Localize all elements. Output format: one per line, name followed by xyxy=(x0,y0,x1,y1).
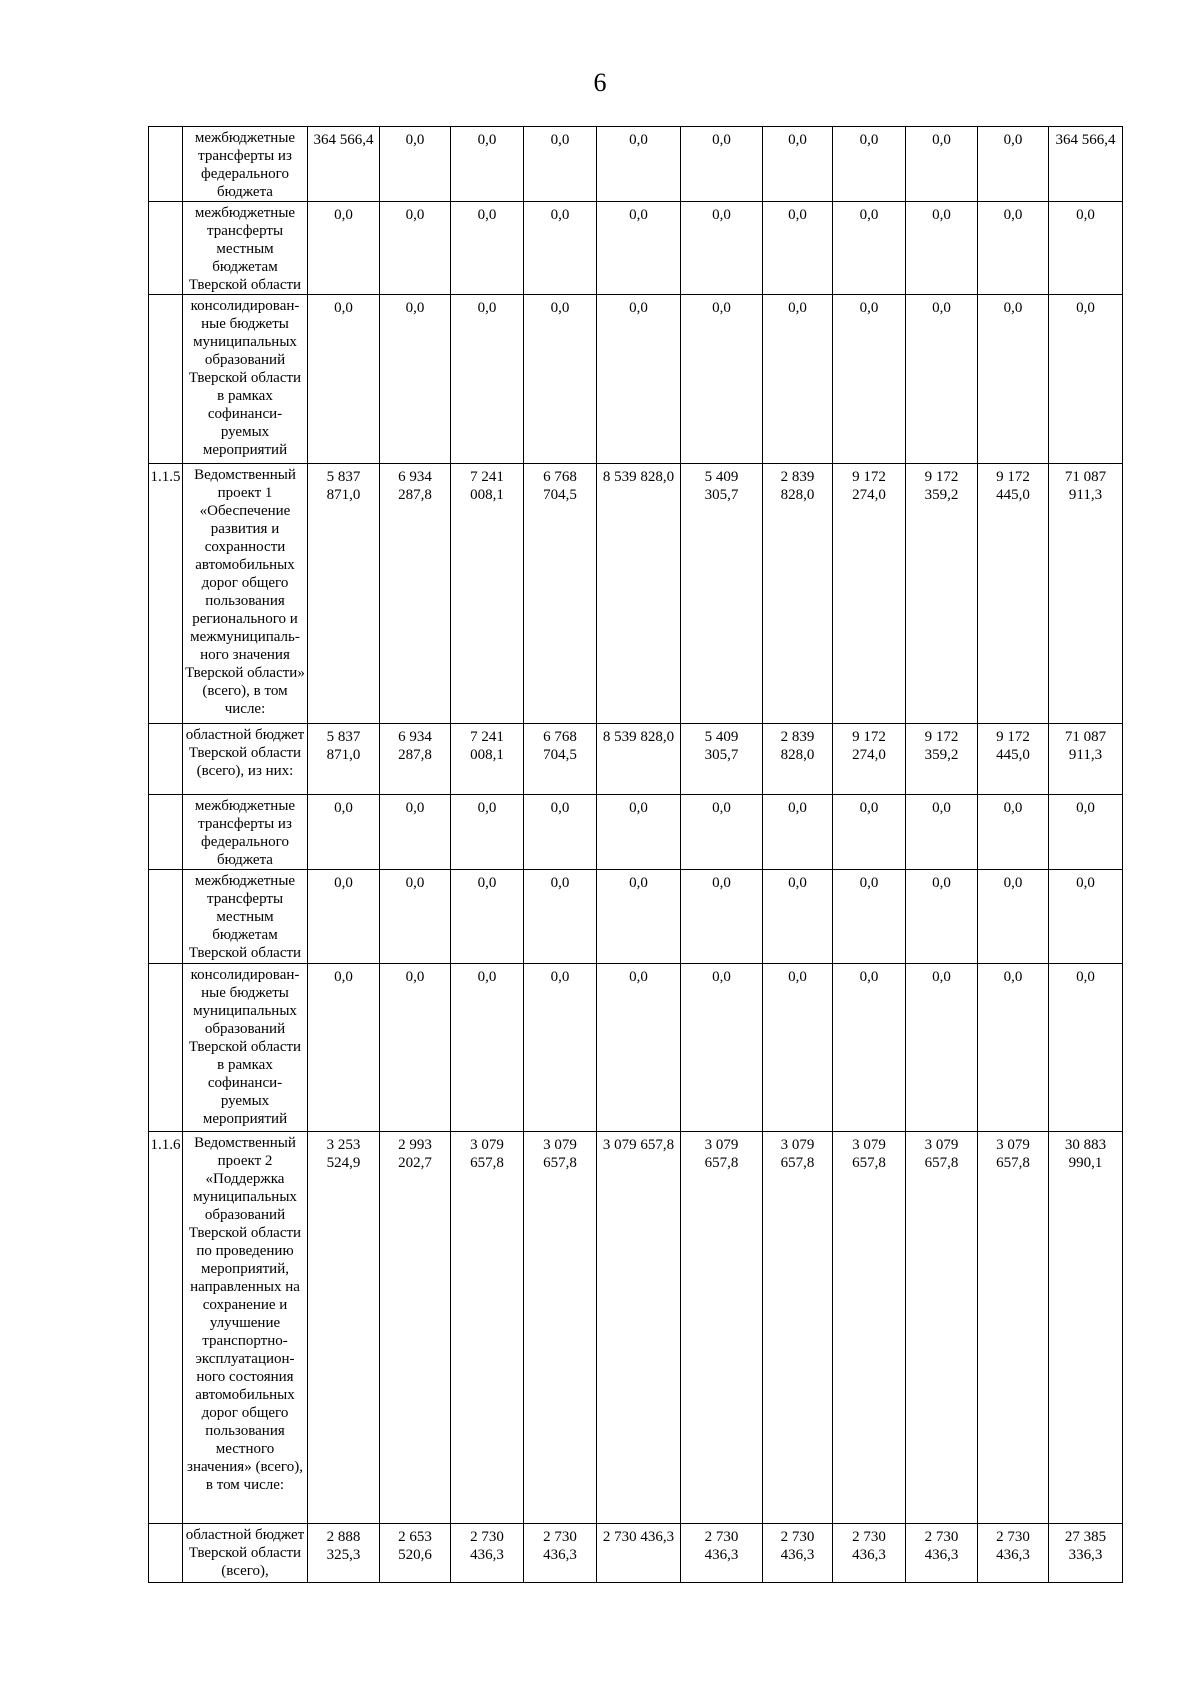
value-cell: 0,0 xyxy=(681,202,763,295)
value-cell: 0,0 xyxy=(524,127,597,202)
value-cell: 6 934 287,8 xyxy=(380,464,451,724)
value-cell: 0,0 xyxy=(451,295,524,464)
value-cell: 6 768 704,5 xyxy=(524,724,597,795)
value-cell: 5 837 871,0 xyxy=(308,724,380,795)
table-row xyxy=(149,964,1123,1132)
row-code-cell xyxy=(149,870,183,964)
value-cell: 0,0 xyxy=(597,964,681,1132)
value-cell: 0,0 xyxy=(833,795,906,870)
value-cell: 0,0 xyxy=(906,870,978,964)
value-cell: 0,0 xyxy=(597,795,681,870)
value-cell: 0,0 xyxy=(681,295,763,464)
value-cell: 0,0 xyxy=(833,964,906,1132)
value-cell: 8 539 828,0 xyxy=(597,464,681,724)
value-cell: 0,0 xyxy=(380,202,451,295)
value-cell: 3 079 657,8 xyxy=(978,1132,1049,1524)
value-cell: 0,0 xyxy=(451,127,524,202)
value-cell: 2 730 436,3 xyxy=(451,1524,524,1583)
value-cell: 0,0 xyxy=(978,870,1049,964)
value-cell: 0,0 xyxy=(597,202,681,295)
value-cell: 0,0 xyxy=(380,127,451,202)
table-row xyxy=(149,1132,1123,1524)
row-code-cell xyxy=(149,127,183,202)
value-cell: 0,0 xyxy=(524,795,597,870)
value-cell: 9 172 274,0 xyxy=(833,464,906,724)
value-cell: 0,0 xyxy=(451,795,524,870)
value-cell: 9 172 445,0 xyxy=(978,724,1049,795)
value-cell: 0,0 xyxy=(308,870,380,964)
value-cell: 0,0 xyxy=(380,964,451,1132)
value-cell: 0,0 xyxy=(1049,202,1123,295)
value-cell: 0,0 xyxy=(763,202,833,295)
value-cell: 0,0 xyxy=(978,964,1049,1132)
budget-table xyxy=(148,126,1123,1583)
value-cell: 3 079 657,8 xyxy=(833,1132,906,1524)
row-code-cell xyxy=(149,1524,183,1583)
value-cell: 0,0 xyxy=(906,295,978,464)
value-cell: 0,0 xyxy=(451,202,524,295)
value-cell: 0,0 xyxy=(681,127,763,202)
value-cell: 0,0 xyxy=(308,295,380,464)
value-cell: 0,0 xyxy=(978,795,1049,870)
value-cell: 71 087 911,3 xyxy=(1049,464,1123,724)
value-cell: 9 172 445,0 xyxy=(978,464,1049,724)
table-row xyxy=(149,295,1123,464)
row-code-cell xyxy=(149,295,183,464)
value-cell: 0,0 xyxy=(1049,964,1123,1132)
table-row xyxy=(149,870,1123,964)
value-cell: 9 172 359,2 xyxy=(906,724,978,795)
value-cell: 0,0 xyxy=(451,964,524,1132)
value-cell: 0,0 xyxy=(681,870,763,964)
value-cell: 9 172 274,0 xyxy=(833,724,906,795)
value-cell: 3 079 657,8 xyxy=(597,1132,681,1524)
value-cell: 0,0 xyxy=(906,964,978,1132)
value-cell: 3 079 657,8 xyxy=(681,1132,763,1524)
table-row xyxy=(149,127,1123,202)
row-name-cell: межбюджетные трансферты из федерального бюджета xyxy=(183,127,308,202)
value-cell: 2 653 520,6 xyxy=(380,1524,451,1583)
value-cell: 0,0 xyxy=(681,964,763,1132)
table-body xyxy=(149,127,1123,1583)
value-cell: 3 079 657,8 xyxy=(906,1132,978,1524)
value-cell: 2 993 202,7 xyxy=(380,1132,451,1524)
value-cell: 364 566,4 xyxy=(1049,127,1123,202)
row-name-cell: межбюджетные трансферты из федерального бюджета xyxy=(183,795,308,870)
value-cell: 2 730 436,3 xyxy=(597,1524,681,1583)
value-cell: 0,0 xyxy=(906,795,978,870)
value-cell: 0,0 xyxy=(597,870,681,964)
row-code-cell: 1.1.6 xyxy=(149,1132,183,1524)
value-cell: 5 837 871,0 xyxy=(308,464,380,724)
value-cell: 3 079 657,8 xyxy=(763,1132,833,1524)
value-cell: 2 730 436,3 xyxy=(978,1524,1049,1583)
value-cell: 0,0 xyxy=(763,295,833,464)
value-cell: 0,0 xyxy=(763,795,833,870)
value-cell: 3 079 657,8 xyxy=(524,1132,597,1524)
value-cell: 0,0 xyxy=(524,202,597,295)
table-row xyxy=(149,1524,1123,1583)
value-cell: 0,0 xyxy=(763,127,833,202)
value-cell: 0,0 xyxy=(308,202,380,295)
row-code-cell xyxy=(149,795,183,870)
value-cell: 0,0 xyxy=(833,127,906,202)
row-code-cell xyxy=(149,202,183,295)
value-cell: 2 730 436,3 xyxy=(833,1524,906,1583)
table-row xyxy=(149,795,1123,870)
value-cell: 0,0 xyxy=(597,295,681,464)
row-code-cell xyxy=(149,724,183,795)
value-cell: 0,0 xyxy=(978,127,1049,202)
value-cell: 27 385 336,3 xyxy=(1049,1524,1123,1583)
value-cell: 30 883 990,1 xyxy=(1049,1132,1123,1524)
value-cell: 3 079 657,8 xyxy=(451,1132,524,1524)
row-name-cell: Ведомственный проект 2 «Поддержка муниципальных образований Тверской области по проведению мероприятий, направленных на сохранение и улучшение транспортно-эксплуатацион-ного состояния автомобильных дорог общего пользования местного значения» (всего), в том числе: xyxy=(183,1132,308,1524)
value-cell: 0,0 xyxy=(681,795,763,870)
value-cell: 0,0 xyxy=(833,295,906,464)
value-cell: 0,0 xyxy=(906,127,978,202)
value-cell: 9 172 359,2 xyxy=(906,464,978,724)
value-cell: 0,0 xyxy=(380,870,451,964)
value-cell: 0,0 xyxy=(1049,795,1123,870)
value-cell: 0,0 xyxy=(906,202,978,295)
value-cell: 0,0 xyxy=(524,964,597,1132)
row-name-cell: консолидирован-ные бюджеты муниципальных образований Тверской области в рамках софинанси-руемых мероприятий xyxy=(183,295,308,464)
value-cell: 0,0 xyxy=(524,295,597,464)
value-cell: 2 888 325,3 xyxy=(308,1524,380,1583)
row-name-cell: областной бюджет Тверской области (всего), xyxy=(183,1524,308,1583)
value-cell: 0,0 xyxy=(833,870,906,964)
value-cell: 5 409 305,7 xyxy=(681,464,763,724)
value-cell: 2 730 436,3 xyxy=(906,1524,978,1583)
value-cell: 0,0 xyxy=(763,964,833,1132)
value-cell: 7 241 008,1 xyxy=(451,464,524,724)
value-cell: 0,0 xyxy=(1049,870,1123,964)
row-code-cell: 1.1.5 xyxy=(149,464,183,724)
value-cell: 0,0 xyxy=(978,295,1049,464)
value-cell: 8 539 828,0 xyxy=(597,724,681,795)
value-cell: 0,0 xyxy=(833,202,906,295)
value-cell: 5 409 305,7 xyxy=(681,724,763,795)
row-name-cell: межбюджетные трансферты местным бюджетам Тверской области xyxy=(183,202,308,295)
value-cell: 2 839 828,0 xyxy=(763,464,833,724)
row-name-cell: областной бюджет Тверской области (всего), из них: xyxy=(183,724,308,795)
value-cell: 0,0 xyxy=(451,870,524,964)
value-cell: 7 241 008,1 xyxy=(451,724,524,795)
value-cell: 0,0 xyxy=(380,295,451,464)
value-cell: 71 087 911,3 xyxy=(1049,724,1123,795)
value-cell: 2 730 436,3 xyxy=(681,1524,763,1583)
row-name-cell: консолидирован-ные бюджеты муниципальных образований Тверской области в рамках софинанси-руемых мероприятий xyxy=(183,964,308,1132)
row-code-cell xyxy=(149,964,183,1132)
value-cell: 0,0 xyxy=(524,870,597,964)
value-cell: 2 730 436,3 xyxy=(763,1524,833,1583)
table-row xyxy=(149,202,1123,295)
value-cell: 6 768 704,5 xyxy=(524,464,597,724)
page-number: 6 xyxy=(593,68,607,97)
table-row xyxy=(149,724,1123,795)
value-cell: 0,0 xyxy=(380,795,451,870)
value-cell: 6 934 287,8 xyxy=(380,724,451,795)
value-cell: 0,0 xyxy=(1049,295,1123,464)
value-cell: 0,0 xyxy=(763,870,833,964)
row-name-cell: Ведомственный проект 1 «Обеспечение развития и сохранности автомобильных дорог общего пользования регионального и межмуниципаль-ного значения Тверской области» (всего), в том числе: xyxy=(183,464,308,724)
value-cell: 0,0 xyxy=(308,964,380,1132)
value-cell: 0,0 xyxy=(597,127,681,202)
value-cell: 0,0 xyxy=(978,202,1049,295)
table-row xyxy=(149,464,1123,724)
row-name-cell: межбюджетные трансферты местным бюджетам Тверской области xyxy=(183,870,308,964)
value-cell: 2 730 436,3 xyxy=(524,1524,597,1583)
value-cell: 2 839 828,0 xyxy=(763,724,833,795)
value-cell: 364 566,4 xyxy=(308,127,380,202)
value-cell: 3 253 524,9 xyxy=(308,1132,380,1524)
value-cell: 0,0 xyxy=(308,795,380,870)
